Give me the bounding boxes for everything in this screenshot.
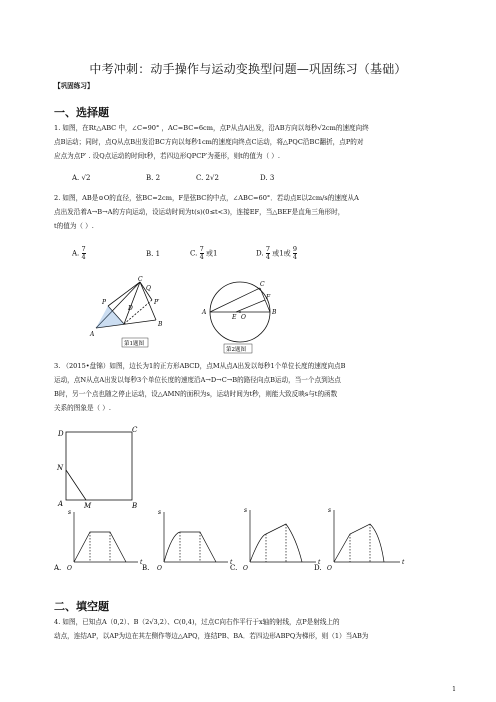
q1-option-d: D. 3 [260,174,275,182]
fig2-label-c: C [260,281,265,288]
graph-c-axis-s: s [244,507,248,514]
graph-d-axis-t: t [402,559,405,566]
fig2-label-b: B [272,309,277,316]
q4-line-1: 4. 如图，已知点A（0,2）、B（2√3,2）、C(0,4)，过点C向右作平行于x轴的射线，点P是射线上的 [54,618,340,626]
graph-a-axis-t: t [140,559,143,566]
q2-line-2: 点出发沿着A→B→A的方向运动，设运动时间为t(s)(0≤t<3)，连接EF，当△BEF是直角三角形时， [54,208,345,216]
q2-fraction-d2: $\frac{9}{4}$ [292,245,298,261]
graph-b-axis-s: s [158,509,162,516]
square-label-m: M [84,502,92,510]
q2-option-b: B. 1 [146,250,161,258]
graph-b-origin: O [157,565,162,572]
q1-sqrt2: √2 [317,124,326,132]
q1-text-1b: cm的速度向终 [325,124,369,132]
practice-tag: 【巩固练习】 [54,82,94,90]
graph-d-axis-s: s [328,507,332,514]
square-label-n: N [57,464,64,472]
fig1-label-a: A [90,331,95,338]
q2-option-c: C. $\frac{7}{4}$ 或1 [190,245,218,261]
fig1-caption: 第1题图 [124,341,144,347]
section-heading-fill: 二、填空题 [54,600,109,613]
q3-line-4: 关系的图象是（ ）. [54,404,111,412]
q3-graph-options [54,504,414,572]
fig1-label-p: P [102,299,107,306]
graph-c-origin: O [243,565,248,572]
q3-line-2: 运动，点N从点A出发以每秒3个单位长度的速度沿A→D→C→B的路径向点B运动，当一个点到达点 [54,376,341,384]
graph-option-a-label: A. [54,564,62,572]
q3-line-3: B时，另一个点也随之停止运动，设△AMN的面积为s，运动时间为t秒，则能大致反映s与t的函数 [54,390,338,398]
q3-line-1: 3. （2015•盘锦）如图，边长为1的正方形ABCD，点M从点A出发以每秒1个单位长度的速度向点B [54,362,346,370]
page-number: 1 [452,686,456,693]
figure-2-diagram [200,276,286,354]
fig2-label-f: F [266,294,271,301]
fig1-label-p-prime: P′ [154,299,160,306]
square-label-d: D [58,430,64,438]
q1-line-2: 点B运动；同时，点Q从点B出发沿BC方向以每秒1cm的速度向终点C运动，将△PQC沿BC翻折，点P的对 [54,138,364,146]
q1-option-b: B. 2 [146,174,161,182]
square-abcd-figure [54,424,138,512]
q1-option-c: C. 2√2 [196,174,219,182]
graph-option-c-label: C. [230,564,238,572]
q2-line-3: t的值为（ ）. [54,222,94,230]
section-heading-choice: 一、选择题 [54,106,109,119]
q2-fraction-c: $\frac{7}{4}$ [199,245,204,261]
fig2-caption: 第2题图 [226,347,246,353]
square-label-c: C [132,426,138,434]
q1-line-3: 应点为点P′ . 设Q点运动的时间t秒，若四边形QPCP′为菱形，则t的值为（ ）. [54,152,280,160]
q4-line-2: 动点，连结AP，以AP为边在其左侧作等边△APQ，连结PB、BA．若四边形ABPQ为梯形，则（1）当AB为 [54,632,369,640]
fig1-label-d: D [128,305,133,312]
fig2-label-o: O [241,314,246,321]
graph-c-axis-t: t [318,559,321,566]
q2-option-d: D. $\frac{7}{4}$ 或1或 $\frac{9}{4}$ [256,245,298,261]
square-label-b: B [132,502,138,510]
figure-1-diagram [88,276,178,350]
fig1-label-c: C [138,276,143,283]
graph-b-axis-t: t [230,559,233,566]
fig2-label-e: E [232,314,237,321]
graph-a-axis-s: s [68,509,72,516]
graph-a-origin: O [67,565,72,572]
graph-d-origin: O [327,565,332,572]
q2-fraction-a: $\frac{7}{4}$ [81,245,86,261]
fig1-label-b: B [158,321,163,328]
q2-option-a: A. $\frac{7}{4}$ [72,245,86,261]
q1-line-1 [54,122,458,134]
fig1-label-q: Q [146,285,151,292]
q1-text-1a: 1. 如图，在Rt△ABC 中，∠C=90° ，AC=BC=6cm，点P从点A出发，沿AB方向以每秒 [54,124,318,132]
q2-line-1: 2. 如图，AB是⊙O的直径，弦BC=2cm，F是弦BC的中点，∠ABC=60°．若动点E以2cm/s的速度从A [54,194,359,202]
graph-option-d-label: D. [314,564,322,572]
graph-option-b-label: B. [142,564,150,572]
q1-option-a: A. √2 [72,174,91,182]
fig2-label-a: A [202,309,207,316]
square-label-a: A [58,500,64,508]
page-title: 中考冲刺：动手操作与运动变换型问题—巩固练习（基础） [89,62,407,76]
q2-fraction-d1: $\frac{7}{4}$ [265,245,270,261]
